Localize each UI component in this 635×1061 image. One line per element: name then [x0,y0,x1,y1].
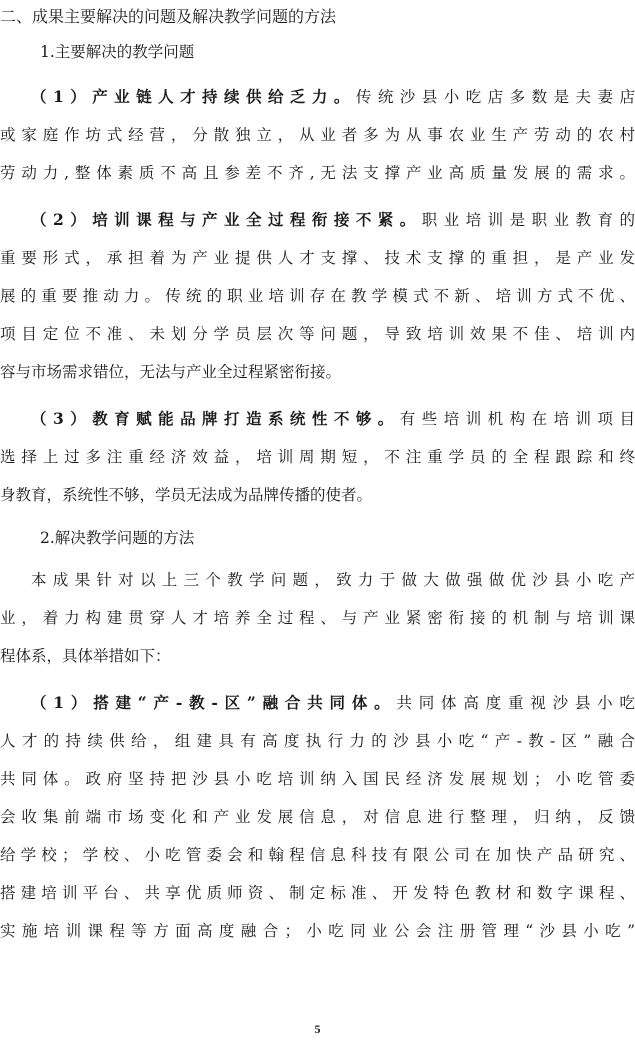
paragraph-3-lead: （3）教育赋能品牌打造系统性不够。 [31,409,400,428]
section-heading: 二、成果主要解决的问题及解决教学问题的方法 [0,7,337,26]
paragraph-2-lead: （2）培训课程与产业全过程衔接不紧。 [31,210,422,229]
subheading-solution-methods: 2.解决教学问题的方法 [40,529,195,547]
paragraph-5-line-6: 搭建培训平台、共享优质师资、制定标准、开发特色教材和数字课程、 [0,884,635,902]
paragraph-5-line-7: 实施培训课程等方面高度融合；小吃同业公会注册管理“沙县小吃” [0,922,635,940]
paragraph-2-line-1 [0,209,635,231]
paragraph-1-line-2: 或家庭作坊式经营，分散独立，从业者多为从事农业生产劳动的农村 [0,126,635,144]
paragraph-2-line-3: 展的重要推动力。传统的职业培训存在教学模式不新、培训方式不优、 [0,287,635,305]
paragraph-3-line-2: 选择上过多注重经济效益，培训周期短，不注重学员的全程跟踪和终 [0,448,635,466]
paragraph-4-line-3: 程体系，具体举措如下： [0,647,171,665]
paragraph-4-line-2: 业，着力构建贯穿人才培养全过程、与产业紧密衔接的机制与培训课 [0,609,635,627]
paragraph-5-line-1 [0,692,635,714]
paragraph-5-line-2: 人才的持续供给，组建具有高度执行力的沙县小吃“产-教-区”融合 [0,732,635,750]
paragraph-3-text: 有些培训机构在培训项目 [399,410,635,428]
paragraph-2-line-2: 重要形式，承担着为产业提供人才支撑、技术支撑的重担，是产业发 [0,249,635,267]
paragraph-5-line-4: 会收集前端市场变化和产业发展信息，对信息进行整理，归纳，反馈 [0,808,635,826]
paragraph-1-lead: （1）产业链人才持续供给乏力。 [31,87,356,106]
paragraph-1-line-1 [0,86,635,108]
paragraph-4-line-1: 本成果针对以上三个教学问题，致力于做大做强做优沙县小吃产 [31,571,635,589]
paragraph-1-line-3: 劳动力,整体素质不高且参差不齐,无法支撑产业高质量发展的需求。 [0,164,635,182]
paragraph-2-line-4: 项目定位不准、未划分学员层次等问题，导致培训效果不佳、培训内 [0,325,635,343]
paragraph-3-line-1 [0,408,635,430]
paragraph-5-text: 共同体高度重视沙县小吃 [396,694,635,712]
paragraph-5-line-5: 给学校；学校、小吃管委会和翰程信息科技有限公司在加快产品研究、 [0,846,635,864]
paragraph-2-line-5: 容与市场需求错位，无法与产业全过程紧密衔接。 [0,363,342,381]
page-number: 5 [314,1022,321,1036]
paragraph-5-line-3: 共同体。政府坚持把沙县小吃培训纳入国民经济发展规划；小吃管委 [0,770,635,788]
subheading-main-problems: 1.主要解决的教学问题 [40,43,195,61]
paragraph-1-text: 传统沙县小吃店多数是夫妻店 [355,88,635,106]
paragraph-3-line-3: 身教育，系统性不够，学员无法成为品牌传播的使者。 [0,486,373,504]
paragraph-5-lead: （1）搭建“产-教-区”融合共同体。 [31,693,397,712]
paragraph-2-text: 职业培训是职业教育的 [421,211,635,229]
